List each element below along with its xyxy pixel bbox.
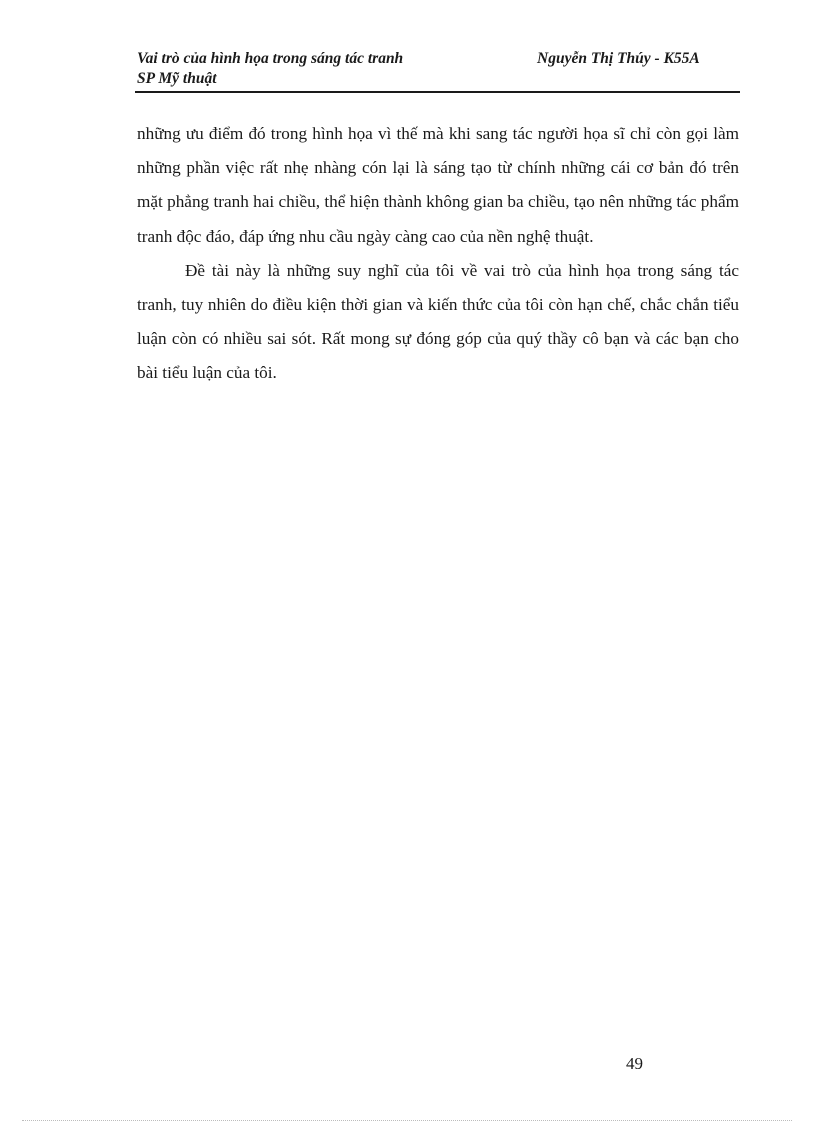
document-body xyxy=(137,117,739,391)
header-divider xyxy=(135,91,740,93)
body-paragraph: Đề tài này là những suy nghĩ của tôi về vai trò của hình họa trong sáng tác tranh, tuy nhiên do điều kiện thời gian và kiến thức của tôi còn hạn chế, chắc chắn tiểu luận còn có nhiều sai sót. Rất mong sự đóng góp của quý thầy cô bạn và các bạn cho bài tiểu luận của tôi. xyxy=(137,260,739,383)
header-document-title: Vai trò của hình họa trong sáng tác tranh xyxy=(137,50,404,67)
page-bottom-border xyxy=(22,1120,792,1121)
page-number: 49 xyxy=(626,1054,643,1073)
body-paragraph-continued: những ưu điểm đó trong hình họa vì thế mà khi sang tác người họa sĩ chỉ còn gọi làm những phần việc rất nhẹ nhàng cón lại là sáng tạo từ chính những cái cơ bản đó trên mặt phẳng tranh hai chiều, thể hiện thành không gian ba chiều, tạo nên những tác phẩm tranh độc đáo, đáp ứng nhu cầu ngày càng cao của nền nghệ thuật. xyxy=(137,124,739,246)
header-document-subtitle: SP Mỹ thuật xyxy=(137,70,217,87)
page-header xyxy=(137,46,740,92)
header-author: Nguyễn Thị Thúy - K55A xyxy=(537,50,700,67)
